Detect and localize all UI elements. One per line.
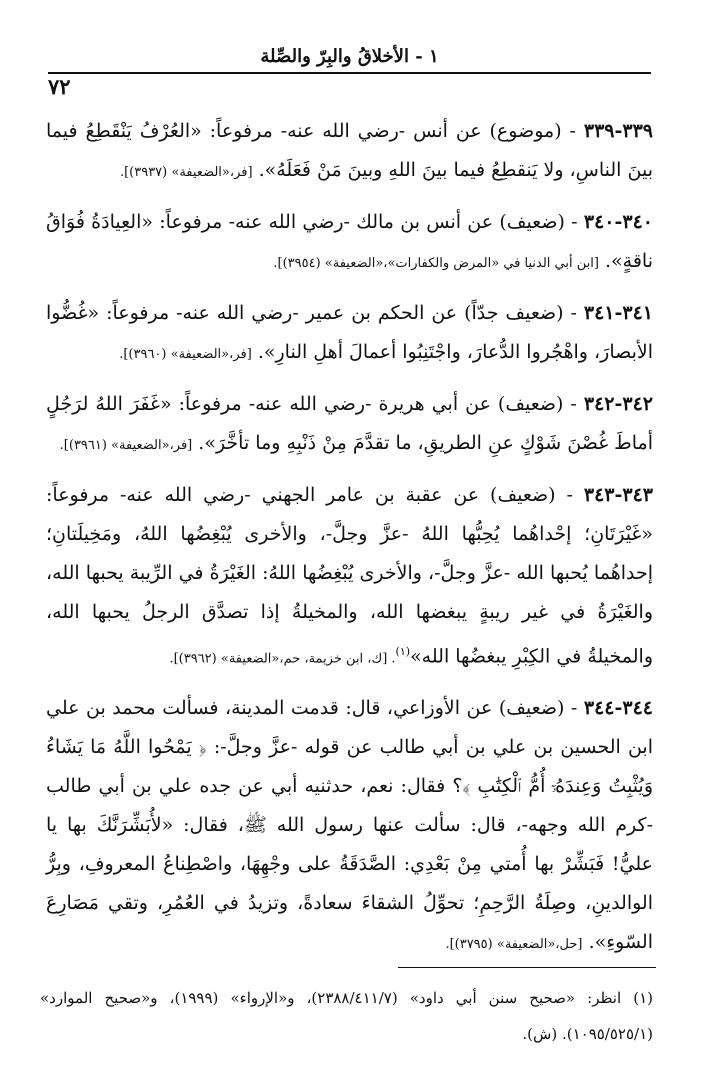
hadith-source: . [ك، ابن خزيمة، حم،«الضعيفة» (٣٩٦٢)]. [169, 651, 396, 667]
page-number: ٧٢ [48, 74, 71, 99]
hadith-number: ٣٣٩-٣٣٩ [583, 120, 653, 142]
hadith-number: ٣٤١-٣٤١ [583, 302, 653, 324]
hadith-text: - (ضعيف جدّاً) عن الحكم بن عمير -رضي الله عنه- مرفوعاً: «غُضُّوا الأبصارَ، واهْجُروا الدُّعارَ، واجْتَنِبُوا أعمالَ أهلِ النارِ». [46, 302, 653, 363]
hadith-text: - (ضعيف) عن الأوزاعي، قال: قدمت المدينة، فسألت محمد بن علي ابن الحسين بن علي بن أبي طالب عن قوله -عزَّ وجلَّ-: ﴿ يَمْحُوا اللَّهُ مَا يَشَاءُ وَيُثْبِتُ وَعِندَهُۥٓ أُمُّ ٱلْكِتَٰبِ ﴾؟ فقال: نعم، حدثنيه أبي عن جده علي بن أبي طالب -كرم الله وجهه-، قال: سألت عنها رسول الله ﷺ، فقال: «لأُبَشِّرَنَّكَ بها يا عليُّ! فَبَشِّرْ بها أُمتي مِنْ بَعْدِي: الصَّدَقَةُ على وجْهِهَا، واصْطِناعُ المعروفِ، وبِرُّ الوالدينِ، وصِلَةُ الرَّحِمِ؛ تحوِّلُ الشقاءَ سعادةً، وتزيدُ في العُمُرِ، وتقي مَصَارِعَ السّوءِ». [46, 697, 653, 954]
hadith-number: ٣٤٤-٣٤٤ [583, 697, 653, 720]
footnote: (١) انظر: «صحيح سنن أبي داود» (٢٣٨٨/٤١١/٧)، و«الإرواء» (١٩٩٩)، و«صحيح الموارد» (١٠٩٥/٥٢٥/١). (ش). [40, 989, 653, 1043]
page-header [48, 42, 651, 99]
hadith-entry [46, 294, 653, 374]
hadith-number: ٣٤٢-٣٤٢ [583, 393, 653, 415]
hadith-entry [46, 112, 653, 192]
hadith-number: ٣٤٠-٣٤٠ [583, 211, 654, 233]
chapter-title: ١ - الأخلاقُ والبِرّ والصِّلة [260, 46, 439, 67]
hadith-source: [حل،«الضعيفة» (٣٧٩٥)]. [445, 937, 583, 953]
hadith-list [46, 112, 653, 975]
footnote-divider [398, 967, 656, 968]
header-rule [48, 72, 651, 74]
hadith-entry [46, 385, 653, 465]
hadith-number: ٣٤٣-٣٤٣ [583, 484, 653, 506]
hadith-entry [46, 689, 653, 964]
hadith-text: - (ضعيف) عن أنس بن مالك -رضي الله عنه- مرفوعاً: «العِيادَةُ فُوَاقُ ناقةٍ». [46, 211, 653, 272]
hadith-text: - (ضعيف) عن عقبة بن عامر الجهني -رضي الله عنه- مرفوعاً: «غَيْرَتَانِ؛ إحْداهُما يُحِبُّها اللهُ -عزَّ وجلَّ-، والأخرى يُبْغِضُها اللهُ، ومَخِيلَتانِ؛ إحداهُما يُحبها الله -عزَّ وجلَّ-، والأخرى يُبْغِضُها اللهُ: الغَيْرَةُ في الرِّيبة يحبها الله، والغَيْرَةُ في غير ريبةٍ يبغضها الله، والمخيلةُ إذا تصدَّق الرجلُ يحبها الله، والمخيلةُ في الكِبْرِ يبغضُها الله» [46, 484, 653, 668]
hadith-text: - (موضوع) عن أنس -رضي الله عنه- مرفوعاً: «العُرْفُ يَنْقَطِعُ فيما بينَ الناسِ، ولا يَنقطِعُ فيما بينَ اللهِ وبينَ مَنْ فَعَلَهُ». [46, 120, 653, 181]
hadith-source: [فر،«الضعيفة» (٣٩٣٧)]. [119, 165, 253, 180]
hadith-entry [46, 203, 653, 283]
hadith-source: [ابن أبي الدنيا في «المرض والكفارات»،«الضعيفة» (٣٩٥٤)]. [273, 256, 599, 271]
footnote-reference[interactable]: (١) [395, 645, 411, 658]
hadith-source: [فر،«الضعيفة» (٣٩٦٠)]. [119, 347, 252, 362]
hadith-entry [46, 476, 653, 678]
hadith-text: - (ضعيف) عن أبي هريرة -رضي الله عنه- مرفوعاً: «غَفَرَ اللهُ لرَجُلٍ أماطَ غُصْنَ شَوْكٍ عنِ الطريقِ، ما تقدَّمَ مِنْ ذَنْبِهِ وما تأخَّرَ». [46, 393, 653, 454]
hadith-source: [فر،«الضعيفة» (٣٩٦١)]. [59, 438, 193, 453]
